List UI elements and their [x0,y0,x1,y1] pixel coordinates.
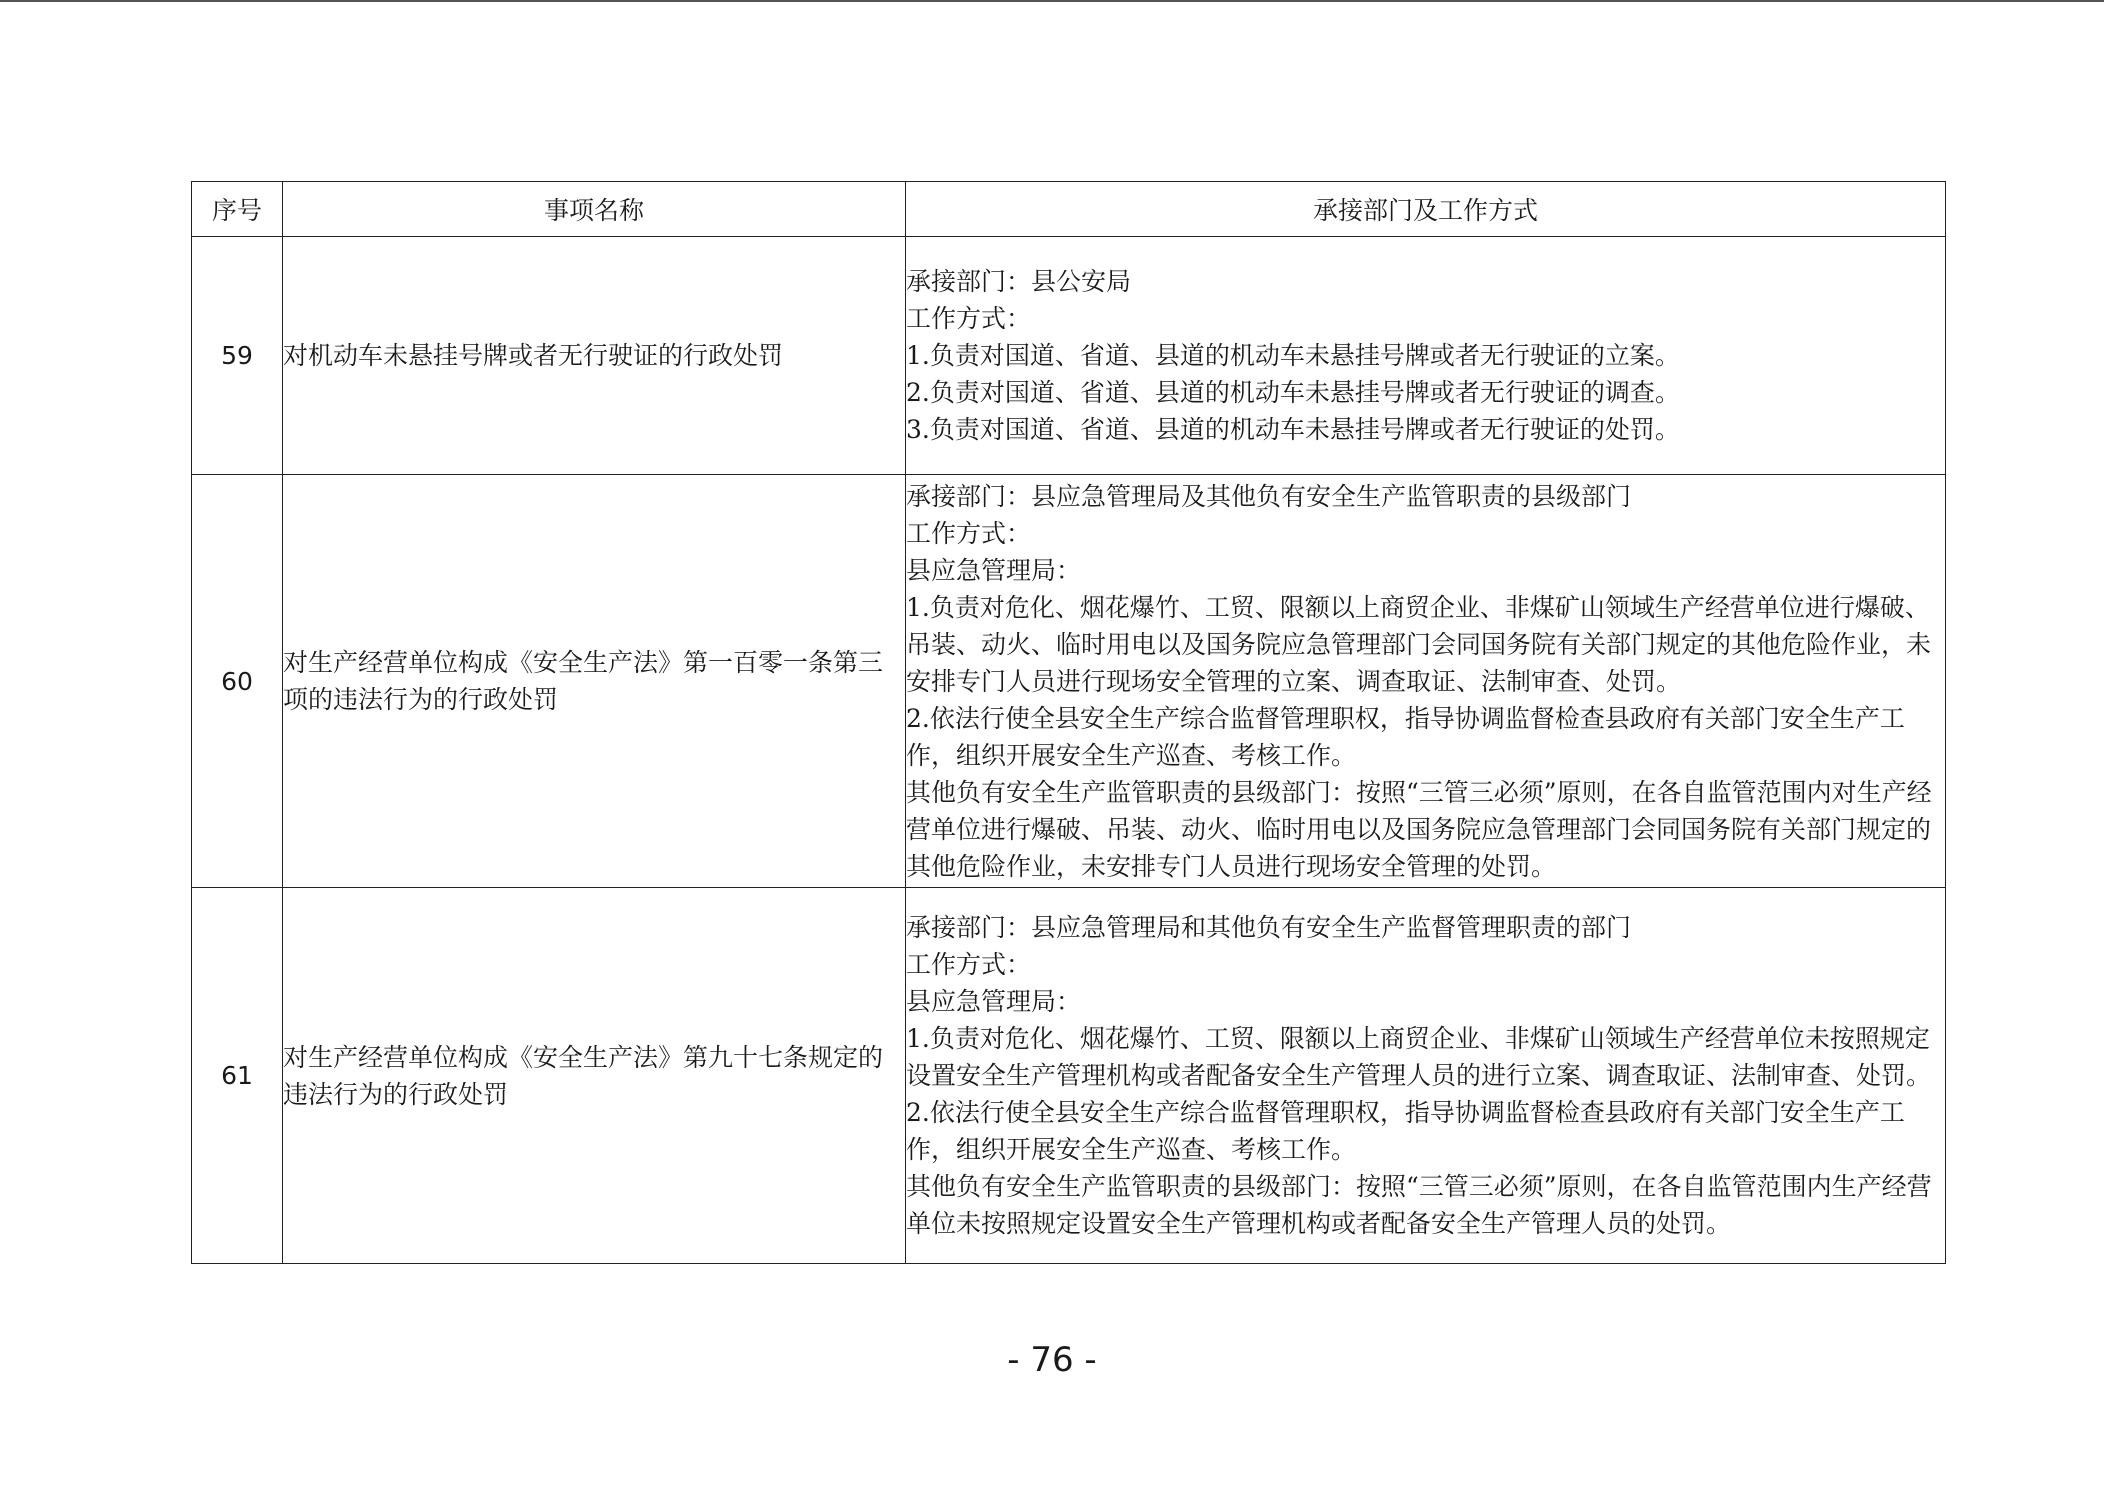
row-matter-name: 对机动车未悬挂号牌或者无行驶证的行政处罚 [283,237,906,475]
dept-line: 县应急管理局： [906,555,1082,585]
table-row [192,475,1946,888]
dept-line: 其他负有安全生产监管职责的县级部门：按照“三管三必须”原则，在各自监管范围内对生产经营单位进行爆破、吊装、动火、临时用电以及国务院应急管理部门会同国务院有关部门规定的其他危险作业，未安排专门人员进行现场安全管理的处罚。 [906,777,1932,881]
dept-line: 1.负责对国道、省道、县道的机动车未悬挂号牌或者无行驶证的立案。 [906,341,1680,370]
dept-line: 工作方式： [906,518,1032,548]
dept-line: 3.负责对国道、省道、县道的机动车未悬挂号牌或者无行驶证的处罚。 [906,415,1680,444]
row-matter-name: 对生产经营单位构成《安全生产法》第九十七条规定的违法行为的行政处罚 [283,888,906,1264]
row-serial-number: 61 [192,888,283,1264]
dept-line: 1.负责对危化、烟花爆竹、工贸、限额以上商贸企业、非煤矿山领域生产经营单位未按照规定设置安全生产管理机构或者配备安全生产管理人员的进行立案、调查取证、法制审查、处罚。 [906,1024,1932,1090]
table-row [192,888,1946,1264]
header-matter-name: 事项名称 [283,182,906,237]
page-number: - 76 - [1007,1340,1097,1380]
row-department-method [906,237,1946,475]
dept-line: 其他负有安全生产监管职责的县级部门：按照“三管三必须”原则，在各自监管范围内生产经营单位未按照规定设置安全生产管理机构或者配备安全生产管理人员的处罚。 [906,1172,1932,1238]
dept-line: 承接部门：县公安局 [906,267,1132,296]
dept-line: 2.依法行使全县安全生产综合监督管理职权，指导协调监督检查县政府有关部门安全生产工作，组织开展安全生产巡查、考核工作。 [906,703,1905,770]
row-serial-number: 60 [192,475,283,888]
dept-line: 工作方式： [906,304,1032,333]
header-department-and-method: 承接部门及工作方式 [906,182,1946,237]
dept-line: 县应急管理局： [906,987,1082,1016]
dept-line: 工作方式： [906,950,1032,979]
row-department-method [906,475,1946,888]
matters-table [191,181,1946,1264]
row-serial-number: 59 [192,237,283,475]
row-department-method [906,888,1946,1264]
dept-line: 1.负责对危化、烟花爆竹、工贸、限额以上商贸企业、非煤矿山领域生产经营单位进行爆破、吊装、动火、临时用电以及国务院应急管理部门会同国务院有关部门规定的其他危险作业，未安排专门人员进行现场安全管理的立案、调查取证、法制审查、处罚。 [906,592,1932,696]
dept-line: 2.依法行使全县安全生产综合监督管理职权，指导协调监督检查县政府有关部门安全生产工作，组织开展安全生产巡查、考核工作。 [906,1098,1905,1164]
dept-line: 2.负责对国道、省道、县道的机动车未悬挂号牌或者无行驶证的调查。 [906,378,1680,407]
header-serial-number: 序号 [192,182,283,237]
dept-line: 承接部门：县应急管理局及其他负有安全生产监管职责的县级部门 [906,481,1632,511]
table-header-row [192,182,1946,237]
row-matter-name: 对生产经营单位构成《安全生产法》第一百零一条第三项的违法行为的行政处罚 [283,475,906,888]
dept-line: 承接部门：县应急管理局和其他负有安全生产监督管理职责的部门 [906,913,1632,942]
top-border-line [0,0,2104,2]
table-row [192,237,1946,475]
